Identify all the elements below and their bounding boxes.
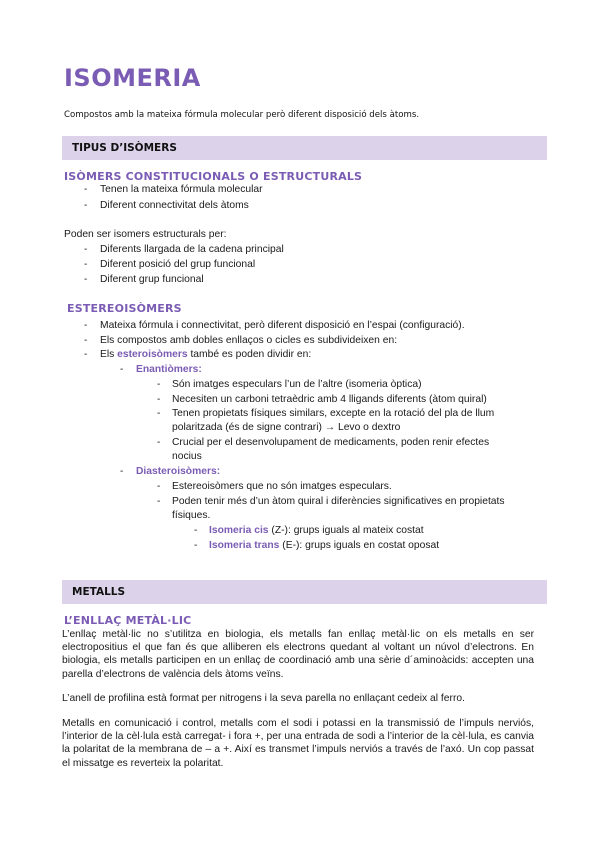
list-item: Els compostos amb dobles enllaços o cicles es subdivideixen en: <box>100 335 398 346</box>
label-enantiomers: Enantiòmers: <box>136 364 202 375</box>
list-item: Diferent connectivitat dels àtoms <box>100 200 249 211</box>
subheading-estereoisomers: ESTEREOISÒMERS <box>67 302 182 315</box>
bullet-dash: - <box>194 540 198 551</box>
section-header-metalls: METALLS <box>62 580 547 604</box>
bullet-dash: - <box>84 200 88 211</box>
bullet-dash: - <box>84 320 88 331</box>
bullet-dash: - <box>120 364 124 375</box>
page-subtitle: Compostos amb la mateixa fórmula molecular però diferent disposició dels àtoms. <box>64 110 420 120</box>
bullet-dash: - <box>84 259 88 270</box>
bullet-dash: - <box>84 349 88 360</box>
list-item: Estereoisòmers que no són imatges especulars. <box>172 481 392 492</box>
label-diasteroisomers: Diasteroisòmers: <box>136 466 221 477</box>
list-item: Crucial per el desenvolupament de medicaments, poden renir efectes <box>172 437 490 448</box>
bullet-dash: - <box>157 496 161 507</box>
bullet-dash: - <box>84 335 88 346</box>
list-item-continuation: nocius <box>172 451 202 462</box>
list-item-cis <box>209 524 424 538</box>
text-fragment: també es poden dividir en: <box>187 349 312 360</box>
list-item: Mateixa fórmula i connectivitat, però diferent disposició en l’espai (configuració). <box>100 320 465 331</box>
paragraph: L’enllaç metàl·lic no s’utilitza en biologia, els metalls fan enllaç metàl·lic on els metalls en ser electropositius el que fan és que alliberen els electrons quedant al voltant un núvol d’electrons. En biologia, els metalls participen en un enllaç de coordinació amb una sèrie d´aminoàcids: accepten una parella d’electrons de valència dels àtoms veïns. <box>62 629 534 680</box>
bullet-dash: - <box>120 466 124 477</box>
highlight-esteroisomers: esteroisòmers <box>117 349 188 360</box>
page-title: ISOMERIA <box>64 64 201 92</box>
list-item: Tenen la mateixa fórmula molecular <box>100 184 263 195</box>
reasons-intro: Poden ser isomers estructurals per: <box>64 229 227 240</box>
list-item: Diferent grup funcional <box>100 274 204 285</box>
highlight-isomeria-trans: Isomeria trans <box>209 540 280 551</box>
paragraph: L’anell de profilina està format per nitrogens i la seva parella no enllaçant cedeix al ferro. <box>62 693 465 704</box>
paragraph: Metalls en comunicació i control, metalls com el sodi i potassi en la transmissió de l’impuls nerviós, l’interior de la cèl·lula està carregat- i fora +, per una entrada de sodi a l’interior de la cèl·lula, es canvia la polaritat de la membrana de – a +. Així es transmet l’impuls nerviós a través de l’axó. Un cop passat el missatge es reverteix la polaritat. <box>62 718 534 769</box>
bullet-dash: - <box>84 244 88 255</box>
bullet-dash: - <box>84 184 88 195</box>
bullet-dash: - <box>157 394 161 405</box>
highlight-isomeria-cis: Isomeria cis <box>209 525 269 536</box>
bullet-dash: - <box>194 525 198 536</box>
list-item: Són imatges especulars l’un de l’altre (isomeria òptica) <box>172 379 422 390</box>
section-header-tipus: TIPUS D’ISÒMERS <box>62 136 547 160</box>
list-item: Poden tenir més d’un àtom quiral i diferències significatives en propietats <box>172 496 505 507</box>
bullet-dash: - <box>157 379 161 390</box>
subheading-constitucionals: ISÒMERS CONSTITUCIONALS O ESTRUCTURALS <box>64 170 363 183</box>
text-fragment: Els <box>100 349 118 360</box>
list-item-continuation: polaritzada (és de signe contrari) → Levo o dextro <box>172 422 401 433</box>
list-item: Tenen propietats físiques similars, excepte en la rotació del pla de llum <box>172 408 495 419</box>
list-item-trans <box>209 539 439 553</box>
list-item: Necesiten un carboni tetraèdric amb 4 lligands diferents (àtom quiral) <box>172 394 487 405</box>
list-item: Diferents llargada de la cadena principal <box>100 244 284 255</box>
bullet-dash: - <box>157 437 161 448</box>
bullet-dash: - <box>84 274 88 285</box>
text-fragment: (E-): grups iguals en costat oposat <box>279 540 440 551</box>
bullet-dash: - <box>157 481 161 492</box>
list-item: Diferent posició del grup funcional <box>100 259 256 270</box>
list-item <box>100 348 311 362</box>
text-fragment: (Z-): grups iguals al mateix costat <box>268 525 424 536</box>
list-item-continuation: físiques. <box>172 510 211 521</box>
bullet-dash: - <box>157 408 161 419</box>
subheading-enllac-metallic: L’ENLLAÇ METÀL·LIC <box>64 614 192 627</box>
